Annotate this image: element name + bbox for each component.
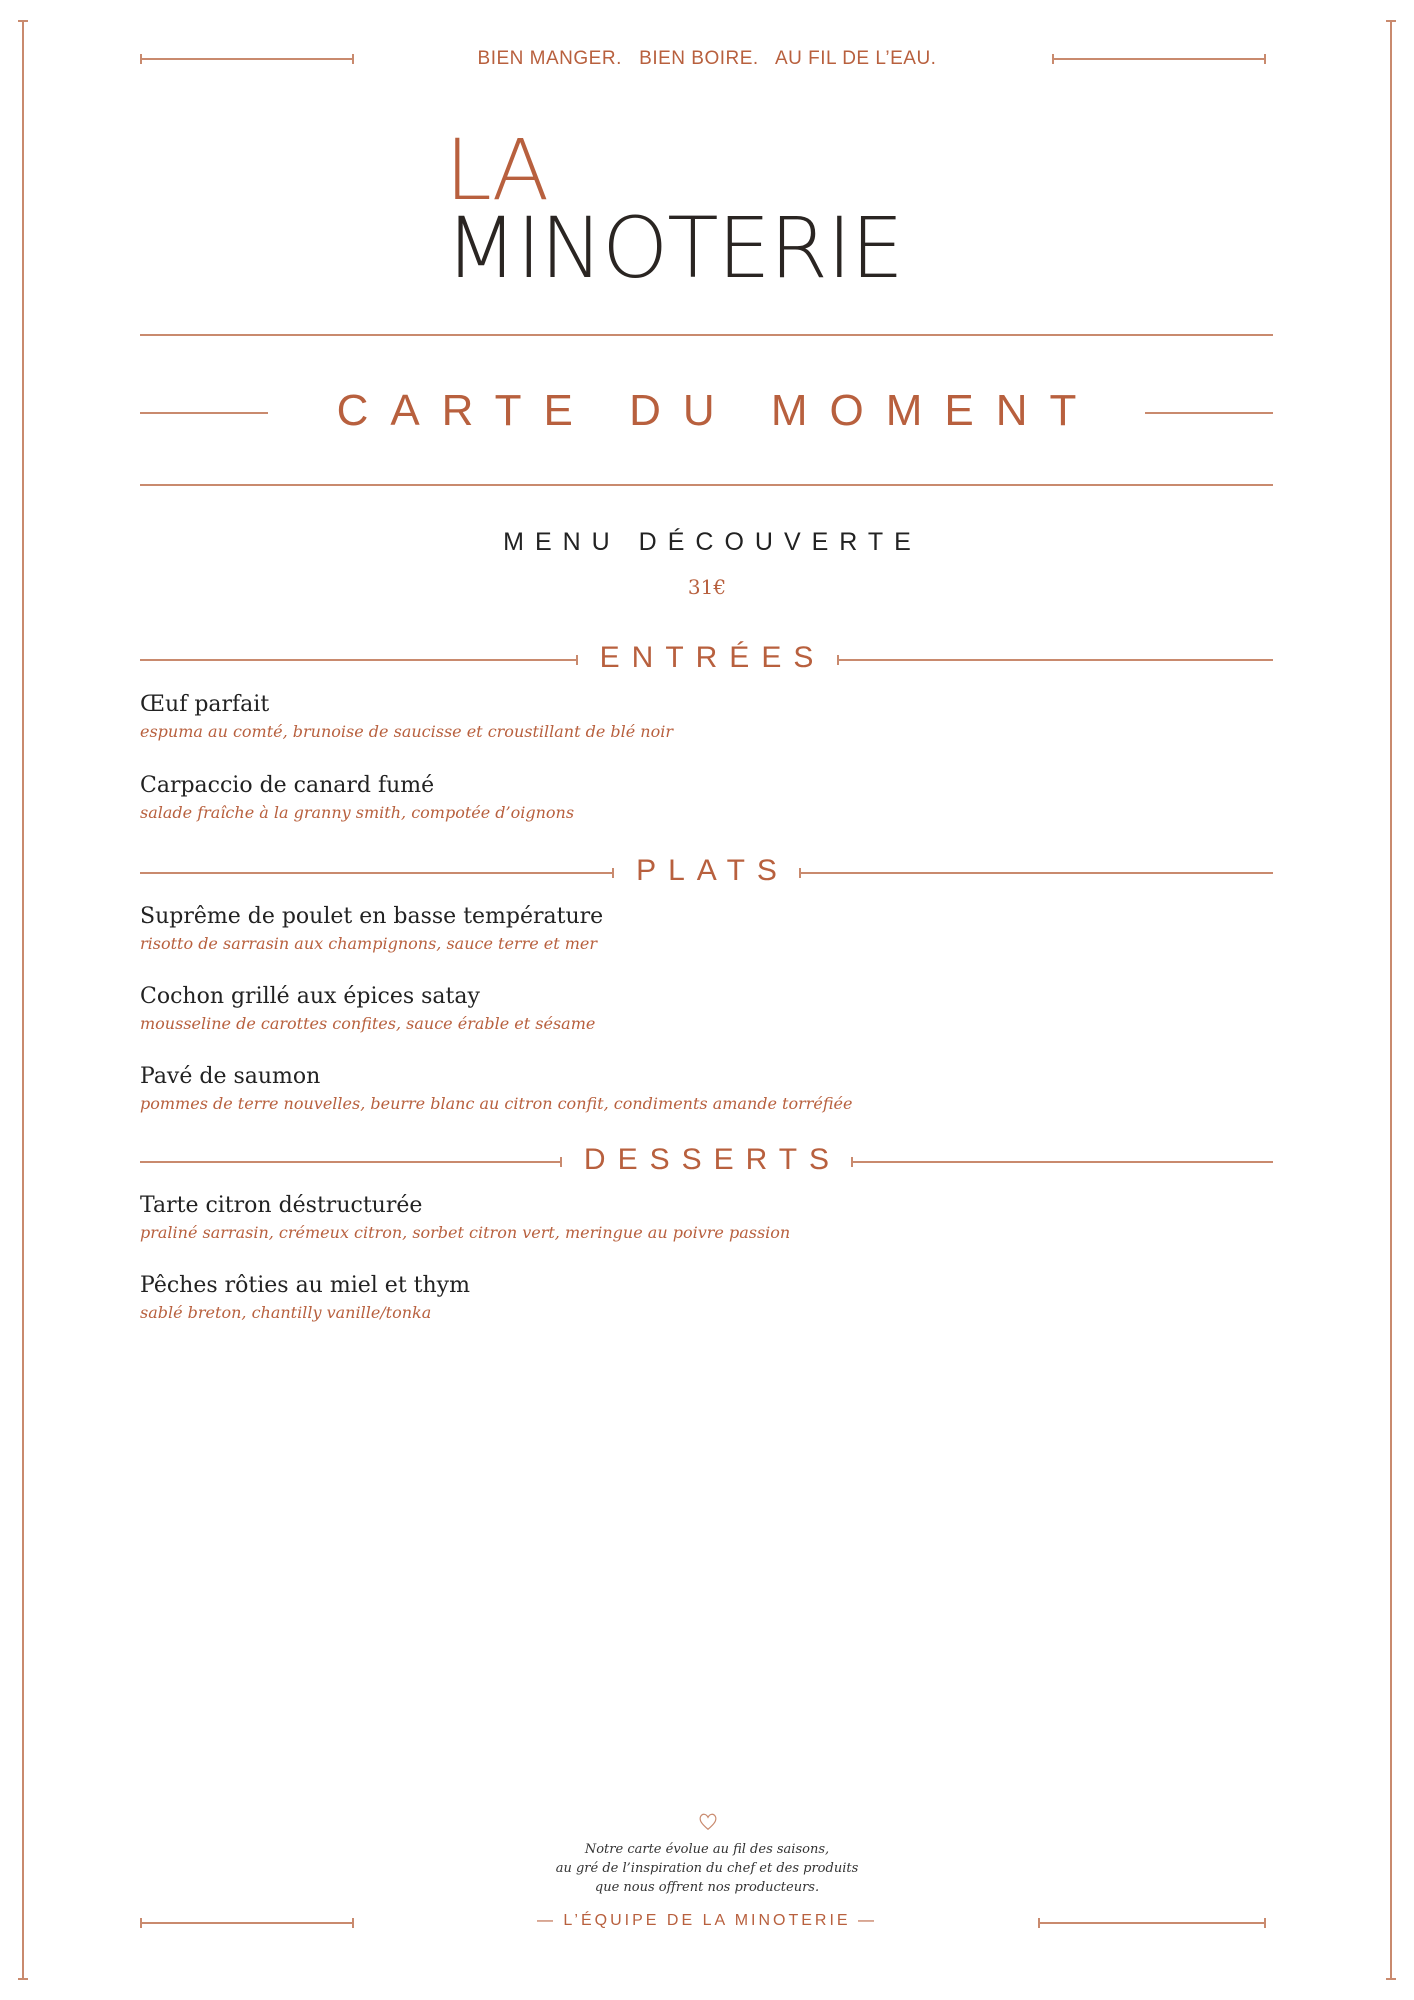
dish-name: Œuf parfait [140, 692, 270, 717]
carte-title: CARTE DU MOMENT [336, 386, 1099, 435]
menu-item [140, 691, 1140, 743]
menu-item [140, 1063, 1140, 1115]
section-heading-entrees [140, 641, 1273, 677]
section-rule-right [837, 659, 1273, 661]
restaurant-logo [445, 121, 903, 297]
dish-name: Tarte citron déstructurée [140, 1193, 423, 1218]
footer-note [0, 1840, 1414, 1897]
tagline: BIEN MANGER. BIEN BOIRE. AU FIL DE L’EAU. [477, 48, 937, 69]
menu-title: MENU DÉCOUVERTE [503, 528, 922, 556]
logo-line-1: LA [445, 121, 548, 219]
dish-description: pommes de terre nouvelles, beurre blanc au citron confit, condiments amande torréfiée [140, 1094, 853, 1113]
dish-description: sablé breton, chantilly vanille/tonka [140, 1303, 432, 1322]
dish-name: Pavé de saumon [140, 1064, 321, 1089]
dish-name: Pêches rôties au miel et thym [140, 1273, 470, 1298]
footer-note-line: que nous offrent nos producteurs. [594, 1880, 820, 1895]
dish-description: espuma au comté, brunoise de saucisse et croustillant de blé noir [140, 722, 674, 741]
divider-bottom [140, 484, 1273, 486]
section-label: ENTRÉES [599, 641, 826, 674]
dish-name: Cochon grillé aux épices satay [140, 984, 480, 1009]
menu-item [140, 1272, 1140, 1324]
footer-note-line: Notre carte évolue au fil des saisons, [584, 1842, 830, 1857]
dish-description: risotto de sarrasin aux champignons, sauce terre et mer [140, 934, 598, 953]
left-border-rule [22, 20, 24, 1980]
menu-item [140, 772, 1140, 824]
menu-item [140, 903, 1140, 955]
section-label: DESSERTS [583, 1143, 842, 1176]
dish-description: salade fraîche à la granny smith, compotée d’oignons [140, 803, 575, 822]
carte-title-row [140, 384, 1273, 444]
dish-description: praliné sarrasin, crémeux citron, sorbet citron vert, meringue au poivre passion [140, 1223, 791, 1242]
right-border-rule [1390, 20, 1392, 1980]
section-heading-plats [140, 854, 1273, 890]
section-rule-right [799, 872, 1273, 874]
menu-price: 31€ [687, 575, 727, 599]
section-heading-desserts [140, 1143, 1273, 1179]
dish-name: Suprême de poulet en basse température [140, 904, 604, 929]
menu-item [140, 983, 1140, 1035]
footer-note-line: au gré de l’inspiration du chef et des produits [555, 1861, 859, 1876]
footer-rule-right [1038, 1922, 1266, 1924]
footer-signature: — L’ÉQUIPE DE LA MINOTERIE — [536, 1912, 878, 1929]
carte-rule-right [1145, 412, 1273, 414]
section-label: PLATS [636, 854, 789, 887]
dish-description: mousseline de carottes confites, sauce érable et sésame [140, 1014, 596, 1033]
logo-line-2: MINOTERIE [445, 199, 903, 297]
heart-outline-icon [697, 1810, 719, 1832]
dish-name: Carpaccio de canard fumé [140, 773, 435, 798]
menu-item [140, 1192, 1140, 1244]
divider-top [140, 334, 1273, 336]
section-rule-right [851, 1161, 1273, 1163]
